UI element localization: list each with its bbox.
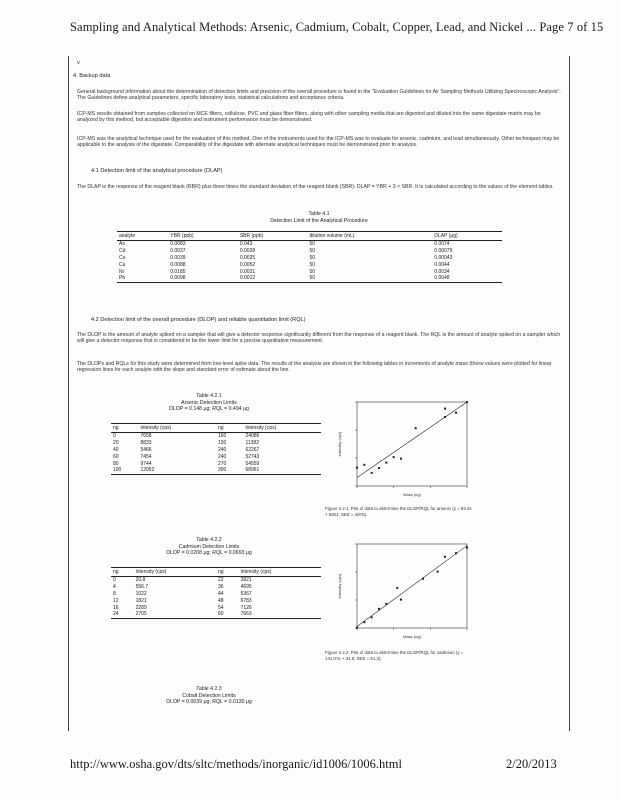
table-header-row [111, 568, 321, 577]
table-row [111, 447, 321, 454]
data-point [393, 456, 395, 458]
section-41-heading: 4.1 Detection limit of the analytical procedure (DLAP) [91, 168, 223, 174]
table-423-subtitle: Cobalt Detection Limits [182, 692, 236, 699]
data-point [363, 464, 365, 466]
column-header: intensity (cps) [138, 424, 216, 433]
column-header: ng [111, 424, 138, 433]
table-422-title: Table 4.2.2 [196, 537, 222, 543]
data-point [356, 467, 358, 469]
column-header: YBR (ppb) [168, 232, 238, 241]
table-cell: 6783 [240, 597, 252, 604]
table-cell: 11382 [245, 440, 259, 447]
table-cell: 68961 [243, 467, 321, 474]
table-422-summary: DLOP = 0.0208 μg; RQL = 0.0693 μg [166, 550, 252, 556]
table-cell: 9744 [140, 460, 152, 467]
section-4-paragraph-2: ICP-MS results obtained from samples collected on MCE filters, cellulose, PVC and glass fiber filters, along with other sampling media that are digested and diluted into the same digestate matrix may be analyzed by this method, but acceptable digestion and instrument performance must be demonstrated. [77, 111, 541, 124]
table-cell: 240 [217, 446, 227, 453]
table-row [111, 611, 321, 618]
table-cell: As [119, 241, 125, 248]
table-cell: 0.0044 [434, 261, 450, 268]
table-cell: 100 [111, 467, 138, 474]
data-point [455, 552, 457, 554]
table-cell: 50 [307, 275, 432, 282]
table-cell: 7658 [140, 433, 152, 440]
x-axis-label: Mass (ng) [403, 634, 421, 639]
table-cell: 0.0037 [170, 248, 186, 255]
table-cell: 50 [309, 241, 316, 248]
table-row [117, 275, 502, 282]
table-cell: 12 [113, 597, 119, 604]
table-cell: 12052 [138, 467, 216, 474]
table-cell: 0.0088 [170, 261, 186, 268]
footer-date: 2/20/2013 [506, 757, 557, 771]
table-cell: 0.0034 [434, 268, 450, 275]
table-cell: 8833 [140, 440, 152, 447]
data-point [466, 401, 468, 403]
table-421-title: Table 4.2.1 [196, 393, 222, 399]
y-axis-label: intensity (cps) [337, 431, 342, 457]
table-cell: 0.0083 [170, 241, 186, 248]
table-421-summary: DLOP = 0.148 μg; RQL = 0.494 μg [169, 406, 249, 412]
column-header: analyte [117, 232, 168, 241]
table-cell: 2705 [134, 611, 216, 618]
table-41-caption [69, 211, 569, 224]
table-cell: 0.043 [239, 241, 253, 248]
table-cell: 160 [217, 433, 227, 440]
column-header: SBR (ppb) [238, 232, 308, 241]
regression-line [357, 402, 467, 478]
table-423-summary: DLOP = 0.0039 μg; RQL = 0.0130 μg [166, 699, 252, 705]
data-point [385, 462, 387, 464]
section-41-text: The DLAP is the response of the reagent blank (RBR) plus three times the standard deviation of the reagent blank (SBR): DLAP = YBR + 3 × SBR. It is calculated according to the values of the element tables. [77, 184, 554, 190]
table-cell: 5466 [140, 446, 152, 453]
table-cell: 0 [113, 577, 116, 584]
table-row [111, 433, 321, 440]
table-cell: 556.7 [135, 584, 149, 591]
table-cell: 24 [111, 611, 134, 618]
data-point [363, 621, 365, 623]
data-point [444, 408, 446, 410]
column-header: DLAP (μg) [432, 232, 502, 241]
table-row [117, 268, 502, 275]
table-cell: 4 [113, 584, 116, 591]
table-header-row [111, 424, 321, 433]
data-point [371, 472, 373, 474]
data-point [437, 571, 439, 573]
section-4-paragraph-1: General background information about the determination of detection limits and precision of the overall procedure is found in the "Evaluation Guidelines for Air Sampling Methods Utilizing Spectroscopic Analysis". The Guidelines define analytical parameters, specific laboratory tests, statistical calculations and acceptance criteria. [77, 89, 561, 102]
table-423-title: Table 4.2.3 [196, 686, 222, 692]
data-point [371, 616, 373, 618]
data-point [356, 627, 358, 629]
table-cell: 0 [113, 433, 116, 440]
table-cell: 60 [113, 453, 119, 460]
section-42-paragraph-1: The DLOP is the amount of analyte spiked on a sampler that will give a detector response significantly different from the response of a reagent blank. The RQL is the amount of analyte spiked on a sampler which will give a detector response that is considered to be the lower limit for a precise quantitative measurement. [77, 332, 561, 345]
table-cell: 54 [217, 604, 224, 611]
table-row [111, 591, 321, 598]
table-cell: 0.0052 [239, 261, 256, 268]
table-cell: 240 [217, 453, 227, 460]
table-cell: 36 [217, 584, 224, 591]
table-cell: Cd [119, 248, 126, 255]
page-header-title: Sampling and Analytical Methods: Arsenic, Cadmium, Cobalt, Copper, Lead, and Nickel ... Page 7 of 15 [70, 20, 604, 34]
table-422 [111, 567, 321, 619]
section-42-heading: 4.2 Detection limit of the overall procedure (DLOP) and reliable quantitation limit (RQL) [91, 317, 306, 323]
table-cell: 300 [216, 467, 243, 474]
table-cell: 0.0098 [168, 275, 238, 282]
document-body [68, 56, 570, 731]
data-point [378, 608, 380, 610]
data-point [385, 603, 387, 605]
table-row [111, 467, 321, 474]
regression-line [357, 546, 467, 627]
table-cell: 60 [216, 611, 239, 618]
table-row [111, 577, 321, 584]
table-cell: 8 [113, 590, 116, 597]
table-cell: 0.00043 [434, 254, 453, 261]
data-point [422, 578, 424, 580]
table-cell: 7663 [239, 611, 321, 618]
figure-421-caption: Figure 4.2.1. Plot of data to determine the DLOP/RQL for arsenic (y = 93.4x + 5801; SEE = 4975). [325, 506, 472, 517]
table-cell: 62267 [245, 446, 260, 453]
table-cell: 5367 [240, 590, 252, 597]
cadmium-detection-chart [333, 538, 483, 646]
section-4-paragraph-3: ICP-MS was the analytical technique used for the evaluation of this method. One of the instruments used for the ICP-MS was to evaluate for arsenic, cadmium, and lead simultaneously. Other techniques may be applicable to the analysis of the digestate. Comparability of the digestate with alternate analytical techniques must be demonstrated prior to analysis. [77, 136, 560, 149]
table-41-subtitle: Detection Limit of the Analytical Procedure [270, 217, 368, 224]
header-mark: v [77, 60, 80, 66]
data-point [415, 427, 417, 429]
table-row [117, 248, 502, 255]
table-cell: 0.0025 [239, 254, 256, 261]
data-point [444, 416, 446, 418]
column-header: dilution volume (mL) [307, 232, 432, 241]
table-cell: 0.00079 [434, 248, 453, 255]
column-header: intensity (cps) [134, 568, 216, 577]
table-cell: 0.0185 [170, 268, 186, 275]
table-cell: 22 [217, 577, 224, 584]
x-axis-label: Mass (ng) [403, 492, 421, 497]
table-cell: 16 [113, 604, 119, 611]
column-header: intensity (cps) [239, 568, 321, 577]
column-header: ng [216, 424, 243, 433]
table-cell: 0.0012 [238, 275, 308, 282]
table-cell: 20.8 [135, 577, 146, 584]
table-cell: Pb [117, 275, 168, 282]
table-cell: Co [119, 254, 126, 261]
data-point [455, 412, 457, 414]
table-422-caption [109, 537, 309, 557]
table-cell: 120 [217, 440, 227, 447]
column-header: ng [111, 568, 134, 577]
table-row [117, 261, 502, 268]
table-cell: 1022 [135, 590, 147, 597]
table-421-caption [109, 393, 309, 413]
table-cell: 52743 [245, 453, 260, 460]
table-cell: 0.0048 [432, 275, 502, 282]
table-cell: 80 [113, 460, 119, 467]
table-cell: 0.0039 [170, 254, 186, 261]
data-point [466, 547, 468, 549]
table-421 [111, 423, 321, 475]
table-cell: 0.0031 [239, 268, 256, 275]
plot-frame [357, 402, 467, 486]
table-cell: 48 [217, 597, 224, 604]
table-cell: 7126 [240, 604, 252, 611]
table-cell: 0.0074 [434, 241, 450, 248]
table-423-caption [109, 686, 309, 706]
figure-422-caption: Figure 4.2.2. Plot of data to determine the DLOP/RQL for cadmium (y = 131.07x + 31.6; SEE = 91.3). [325, 650, 464, 661]
table-cell: Cu [119, 261, 126, 268]
data-point [444, 556, 446, 558]
table-row [111, 460, 321, 467]
table-row [117, 241, 502, 248]
footer-url[interactable]: http://www.osha.gov/dts/sltc/methods/inorganic/id1006/1006.html [70, 757, 402, 771]
table-cell: 50 [309, 268, 316, 275]
table-cell: 24086 [245, 433, 260, 440]
table-row [111, 604, 321, 611]
table-cell: 4695 [240, 584, 252, 591]
y-axis-label: intensity (cps) [337, 573, 342, 599]
table-cell: 7454 [140, 453, 152, 460]
table-421-subtitle: Arsenic Detection Limits [181, 399, 237, 406]
table-cell: 54559 [245, 460, 260, 467]
table-41-title: Table 4.1 [308, 211, 330, 217]
data-point [400, 599, 402, 601]
section-4-heading: 4. Backup data [73, 73, 111, 79]
table-cell: 40 [113, 446, 119, 453]
table-cell: 20 [113, 440, 119, 447]
data-point [378, 467, 380, 469]
table-cell: 50 [309, 261, 316, 268]
table-cell: 0.0028 [239, 248, 256, 255]
table-row [111, 584, 321, 591]
table-cell: 2289 [135, 604, 147, 611]
table-cell: 50 [309, 254, 316, 261]
arsenic-detection-chart [333, 396, 483, 504]
table-cell: 1821 [135, 597, 147, 604]
data-point [400, 458, 402, 460]
table-header-row [117, 232, 502, 241]
column-header: ng [216, 568, 239, 577]
table-cell: 270 [217, 460, 227, 467]
table-cell: 50 [309, 248, 316, 255]
table-422-subtitle: Cadmium Detection Limits [178, 543, 240, 550]
table-cell: 44 [217, 590, 224, 597]
table-row [111, 597, 321, 604]
table-cell: 3821 [240, 577, 252, 584]
data-point [396, 587, 398, 589]
table-cell: Ni [119, 268, 124, 275]
table-row [111, 453, 321, 460]
table-row [111, 440, 321, 447]
table-41 [117, 231, 502, 283]
column-header: intensity (cps) [243, 424, 321, 433]
section-42-paragraph-2: The DLOPs and RQLs for this study were determined from low-level spike data. The results of the analysis are shown in the following tables in increments of analyte mass (these values were plotted for linear regression lines for each analyte with the slope and standard error of estimate about the line. [77, 361, 552, 374]
table-row [117, 255, 502, 262]
